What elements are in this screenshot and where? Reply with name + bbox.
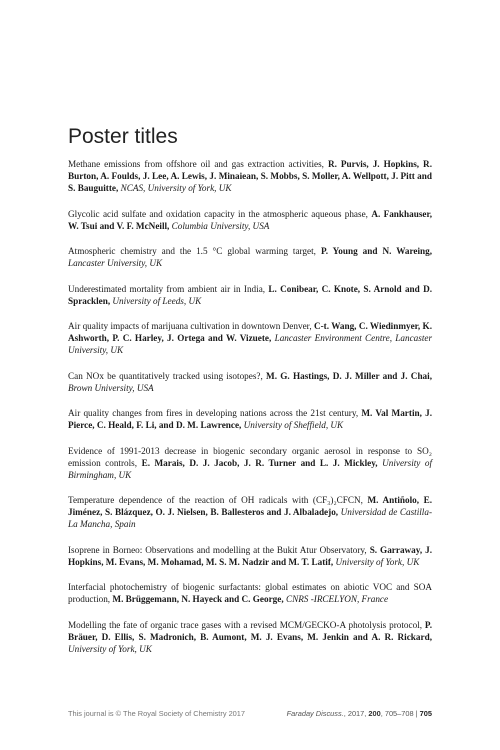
poster-entry: [68, 370, 432, 394]
poster-affiliation: Columbia University, USA: [171, 220, 270, 231]
citation-year: , 2017,: [343, 709, 369, 718]
poster-title: Isoprene in Borneo: Observations and modelling at the Bukit Atur Observatory,: [68, 544, 367, 555]
poster-title: Modelling the fate of organic trace gases with a revised MCM/GECKO-A photolysis protocol,: [68, 619, 423, 630]
poster-entry: [68, 407, 432, 431]
poster-title: Glycolic acid sulfate and oxidation capacity in the atmospheric aqueous phase,: [68, 208, 368, 219]
poster-authors: M. Brüggemann, N. Hayeck and C. George,: [112, 594, 284, 605]
poster-title: Air quality impacts of marijuana cultivation in downtown Denver,: [68, 321, 312, 332]
poster-authors: P. Young and N. Wareing,: [320, 246, 433, 257]
poster-authors: R. Purvis, J. Hopkins, R. Burton, A. Foulds, J. Lee, A. Lewis, J. Minaiean, S. Mobbs, S. Moller, A. Wellpott, J. Pitt and S. Bauguitte,: [68, 159, 432, 194]
poster-authors: M. Val Martin, J. Pierce, C. Heald, F. Li, and D. M. Lawrence,: [68, 408, 433, 431]
page-title: Poster titles: [68, 125, 178, 149]
poster-entry: [68, 544, 432, 568]
poster-title: Underestimated mortality from ambient air in India,: [68, 283, 266, 294]
poster-affiliation: Universidad de Castilla-La Mancha, Spain: [68, 507, 433, 530]
poster-authors: E. Marais, D. J. Jacob, J. R. Turner and L. J. Mickley,: [141, 457, 378, 468]
poster-affiliation: University of Sheffield, UK: [243, 420, 344, 431]
poster-affiliation: Brown University, USA: [68, 382, 154, 393]
citation-volume: 200: [368, 709, 381, 718]
poster-affiliation: NCAS, University of York, UK: [120, 183, 232, 194]
poster-list: [68, 149, 432, 668]
poster-title: Atmospheric chemistry and the 1.5 °C global warming target,: [68, 246, 316, 257]
copyright-notice: This journal is © The Royal Society of Chemistry 2017: [68, 709, 246, 718]
poster-authors: L. Conibear, C. Knote, S. Arnold and D. Spracklen,: [68, 283, 432, 306]
poster-authors: M. Antiñolo, E. Jiménez, S. Blázquez, O. J. Nielsen, B. Ballesteros and J. Albaladejo,: [68, 495, 433, 518]
poster-entry: [68, 494, 432, 530]
poster-entry: [68, 445, 432, 481]
poster-entry: [68, 619, 432, 655]
poster-authors: P. Bräuer, D. Ellis, S. Madronich, B. Aumont, M. J. Evans, M. Jenkin and A. R. Rickard,: [68, 619, 432, 642]
poster-title: Air quality changes from fires in developing nations across the 21st century,: [68, 408, 359, 419]
poster-affiliation: Lancaster Environment Centre, Lancaster University, UK: [68, 333, 433, 356]
poster-authors: S. Garraway, J. Hopkins, M. Evans, M. Mohamad, M. S. M. Nadzir and M. T. Latif,: [68, 544, 433, 567]
poster-affiliation: University of York, UK: [68, 643, 152, 654]
citation-pages: , 705–708: [380, 709, 414, 718]
poster-authors: M. G. Hastings, D. J. Miller and J. Chai,: [266, 370, 432, 381]
poster-entry: [68, 208, 432, 232]
poster-affiliation: CNRS -IRCELYON, France: [285, 594, 389, 605]
poster-title: Evidence of 1991-2013 decrease in biogenic secondary organic aerosol in response to SO₂ emission controls,: [68, 445, 432, 468]
poster-authors: A. Fankhauser, W. Tsui and V. F. McNeill,: [68, 208, 433, 231]
poster-affiliation: Lancaster University, UK: [68, 258, 163, 269]
poster-affiliation: University of Leeds, UK: [112, 295, 202, 306]
poster-entry: [68, 581, 432, 605]
poster-title: Can NOx be quantitatively tracked using isotopes?,: [68, 370, 263, 381]
citation-separator: |: [413, 709, 420, 718]
citation: [287, 709, 432, 718]
poster-affiliation: University of York, UK: [335, 556, 420, 567]
poster-authors: C-t. Wang, C. Wiedinmyer, K. Ashworth, P. C. Harley, J. Ortega and W. Vizuete,: [68, 321, 432, 344]
journal-name: Faraday Discuss.: [286, 709, 344, 718]
poster-entry: [68, 283, 432, 307]
poster-entry: [68, 158, 432, 194]
page-number: 705: [419, 709, 432, 718]
poster-entry: [68, 320, 432, 356]
poster-title: Methane emissions from offshore oil and gas extraction activities,: [68, 159, 324, 170]
poster-entry: [68, 245, 432, 269]
poster-title: Interfacial photochemistry of biogenic surfactants: global estimates on abiotic VOC and SOA production,: [68, 582, 432, 605]
poster-title: Temperature dependence of the reaction of OH radicals with (CF₃)₂CFCN,: [68, 495, 363, 506]
poster-affiliation: University of Birmingham, UK: [68, 457, 433, 480]
